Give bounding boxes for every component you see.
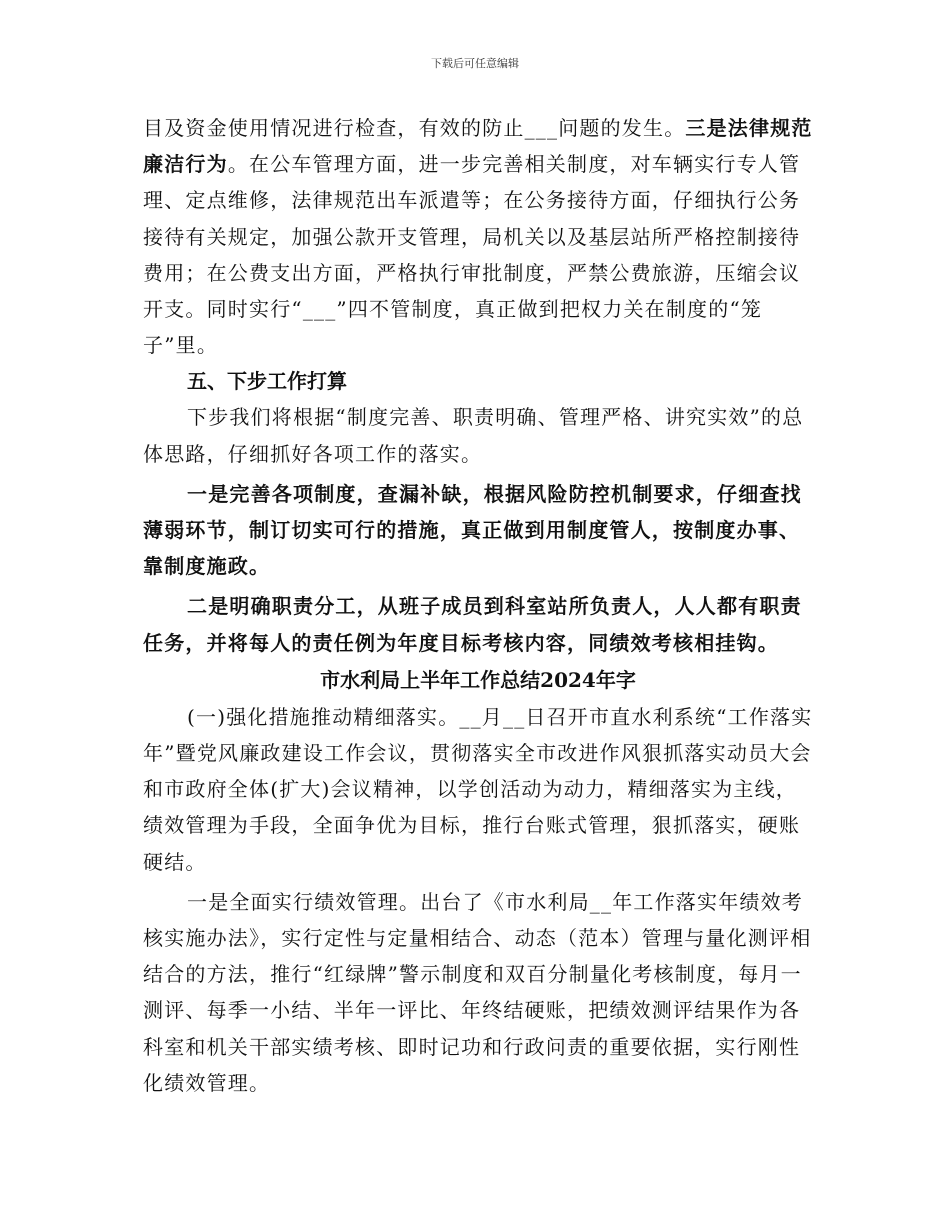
paragraph-point-two: 二是明确职责分工，从班子成员到科室站所负责人，人人都有职责任务，并将每人的责任例为年度目标考核内容，同绩效考核相挂钩。 [143,594,802,655]
paragraph-inspection [143,110,813,363]
document-title: 市水利局上半年工作总结2024年字 [320,667,636,692]
section-heading-next-steps: 五、下步工作打算 [187,369,347,394]
paragraph-point-one: 一是完善各项制度，查漏补缺，根据风险防控机制要求，仔细查找薄弱环节，制订切实可行的措施，真正做到用制度管人，按制度办事、靠制度施政。 [143,481,802,579]
paragraph-measures: (一)强化措施推动精细落实。__月__日召开市直水利系统“工作落实年”暨党风廉政建设工作会议，贯彻落实全市改进作风狠抓落实动员大会和市政府全体(扩大)会议精神，以学创活动为动力，精细落实为主线，绩效管理为手段，全面争优为目标，推行台账式管理，狠抓落实，硬账硬结。 [143,704,813,874]
paragraph-next-steps-intro: 下步我们将根据“制度完善、职责明确、管理严格、讲究实效”的总体思路，仔细抓好各项工作的落实。 [143,405,804,466]
paragraph-performance-management: 一是全面实行绩效管理。出台了《市水利局__年工作落实年绩效考核实施办法》，实行定性与定量相结合、动态（范本）管理与量化测评相结合的方法，推行“红绿牌”警示制度和双百分制量化考核制度，每月一测评、每季一小结、半年一评比、年终结硬账，把绩效测评结果作为各科室和机关干部实绩考核、即时记功和行政问责的重要依据，实行刚性化绩效管理。 [143,889,812,1095]
point-three-heading: 三是法律规范廉洁行为 [143,116,813,177]
paragraph-integrity-text: 。在公车管理方面，进一步完善相关制度，对车辆实行专人管理、定点维修，法律规范出车派遣等；在公务接待方面，仔细执行公务接待有关规定，加强公款开支管理，局机关以及基层站所严格控制接待费用；在公费支出方面，严格执行审批制度，严禁公费旅游，压缩会议开支。同时实行“___”四不管制度，真正做到把权力关在制度的“笼子”里。 [143,152,801,358]
paragraph-inspection-text: 目及资金使用情况进行检查，有效的防止___问题的发生。 [143,116,686,140]
page-header: 下载后可任意编辑 [431,57,519,70]
document-body [143,110,813,1101]
